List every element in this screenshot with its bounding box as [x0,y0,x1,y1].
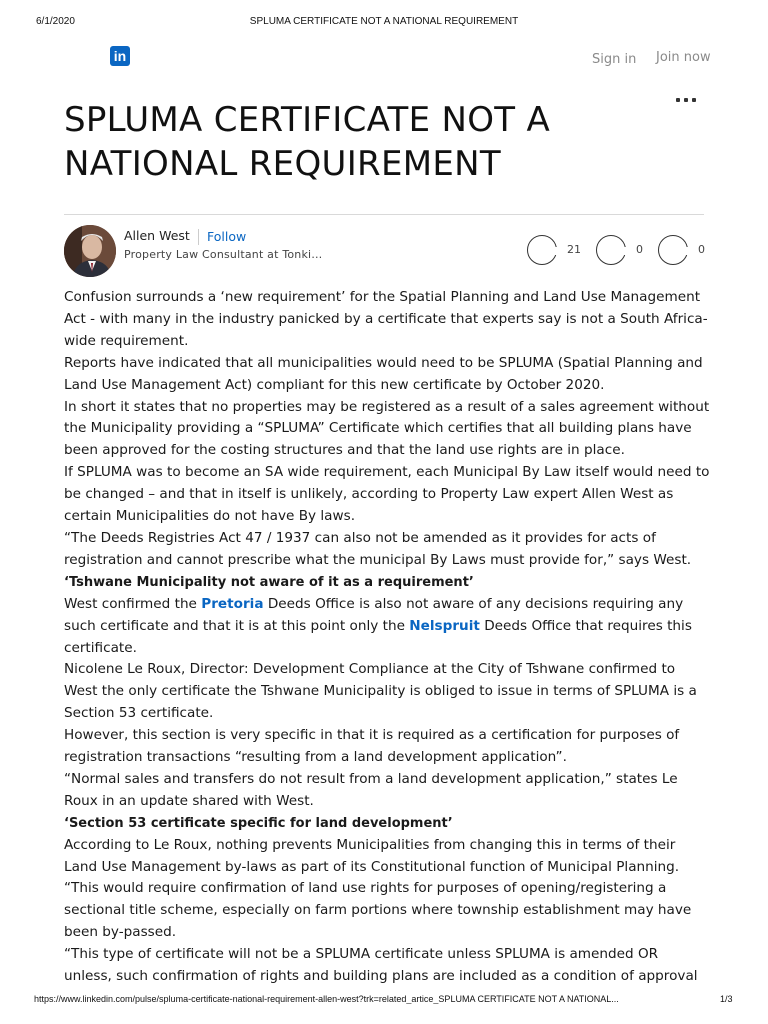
article-title: SPLUMA CERTIFICATE NOT A NATIONAL REQUIREMENT [64,100,551,184]
paragraph: “This type of certificate will not be a SPLUMA certificate unless SPLUMA is amended OR unless, such confirmation of rights and building plans are included as a condition of approval [64,946,698,985]
print-page-number: 1/3 [720,994,733,1004]
paragraph: In short it states that no properties may be registered as a result of a sales agreement without the Municipality providing a “SPLUMA” Certificate which certifies that all building plans have been approved for the costing structures and that the land use rights are in place. [64,398,710,459]
title-divider [64,214,704,215]
paragraph-text: Deeds Office that requires this certificate. [64,617,692,656]
paragraph: “This would require confirmation of land use rights for purposes of opening/registering a sectional title scheme, especially on farm portions where township establishment may have been by-passed. [64,880,692,941]
print-footer [0,994,768,1008]
pretoria-link[interactable]: Pretoria [201,595,264,612]
share-icon [658,235,688,265]
paragraph: “Normal sales and transfers do not result from a land development application,” states Le Roux in an update shared with West. [64,770,678,809]
comment-icon [596,235,626,265]
subheading: ‘Tshwane Municipality not aware of it as a requirement’ [64,574,474,590]
join-now-link[interactable]: Join now [656,50,711,65]
author-avatar[interactable] [64,225,116,277]
nelspruit-link[interactable]: Nelspruit [409,617,480,634]
author-separator [198,229,199,245]
sign-in-link[interactable]: Sign in [592,52,637,67]
author-tagline: Property Law Consultant at Tonki… [124,248,323,261]
paragraph: However, this section is very specific in that it is required as a certification for purposes of registration transactions “resulting from a land development application”. [64,727,680,766]
author-name[interactable]: Allen West [124,228,190,243]
article-body [64,287,710,988]
like-count: 21 [567,243,581,256]
print-url: https://www.linkedin.com/pulse/spluma-certificate-national-requirement-allen-west?trk=related_artice_SPLUMA CERTIFICATE NOT A NATIONAL... [34,994,619,1004]
paragraph: According to Le Roux, nothing prevents Municipalities from changing this in terms of their Land Use Management by-laws as part of its Constitutional function of Municipal Planning. [64,836,680,875]
comment-count: 0 [636,243,643,256]
paragraph: If SPLUMA was to become an SA wide requirement, each Municipal By Law itself would need to be changed – and that in itself is unlikely, according to Property Law expert Allen West as certain Municipalities do not have By laws. [64,464,710,525]
paragraph: “The Deeds Registries Act 47 / 1937 can also not be amended as it provides for acts of registration and cannot prescribe what the municipal By Laws must provide for,” says West. [64,529,692,568]
print-date: 6/1/2020 [36,16,75,27]
paragraph-text: Deeds Office is also not aware of any decisions requiring any such certificate and that it is at this point only the [64,595,684,634]
linkedin-logo-icon[interactable]: in [110,46,130,66]
paragraph: Confusion surrounds a ‘new requirement’ for the Spatial Planning and Land Use Management Act - with many in the industry panicked by a certificate that experts say is not a South Africa-wide requirement. [64,289,708,349]
like-icon [527,235,557,265]
subheading: ‘Section 53 certificate specific for land development’ [64,815,453,831]
print-title: SPLUMA CERTIFICATE NOT A NATIONAL REQUIREMENT [249,16,519,27]
paragraph [64,594,710,660]
print-header [0,16,768,30]
paragraph-text: West confirmed the [64,595,202,612]
follow-button[interactable]: Follow [207,229,247,244]
paragraph: Nicolene Le Roux, Director: Development Compliance at the City of Tshwane confirmed to West the only certificate the Tshwane Municipality is obliged to issue in terms of SPLUMA is a Section 53 certificate. [64,661,697,722]
paragraph: Reports have indicated that all municipalities would need to be SPLUMA (Spatial Planning and Land Use Management Act) compliant for this new certificate by October 2020. [64,354,703,393]
share-count: 0 [698,243,705,256]
